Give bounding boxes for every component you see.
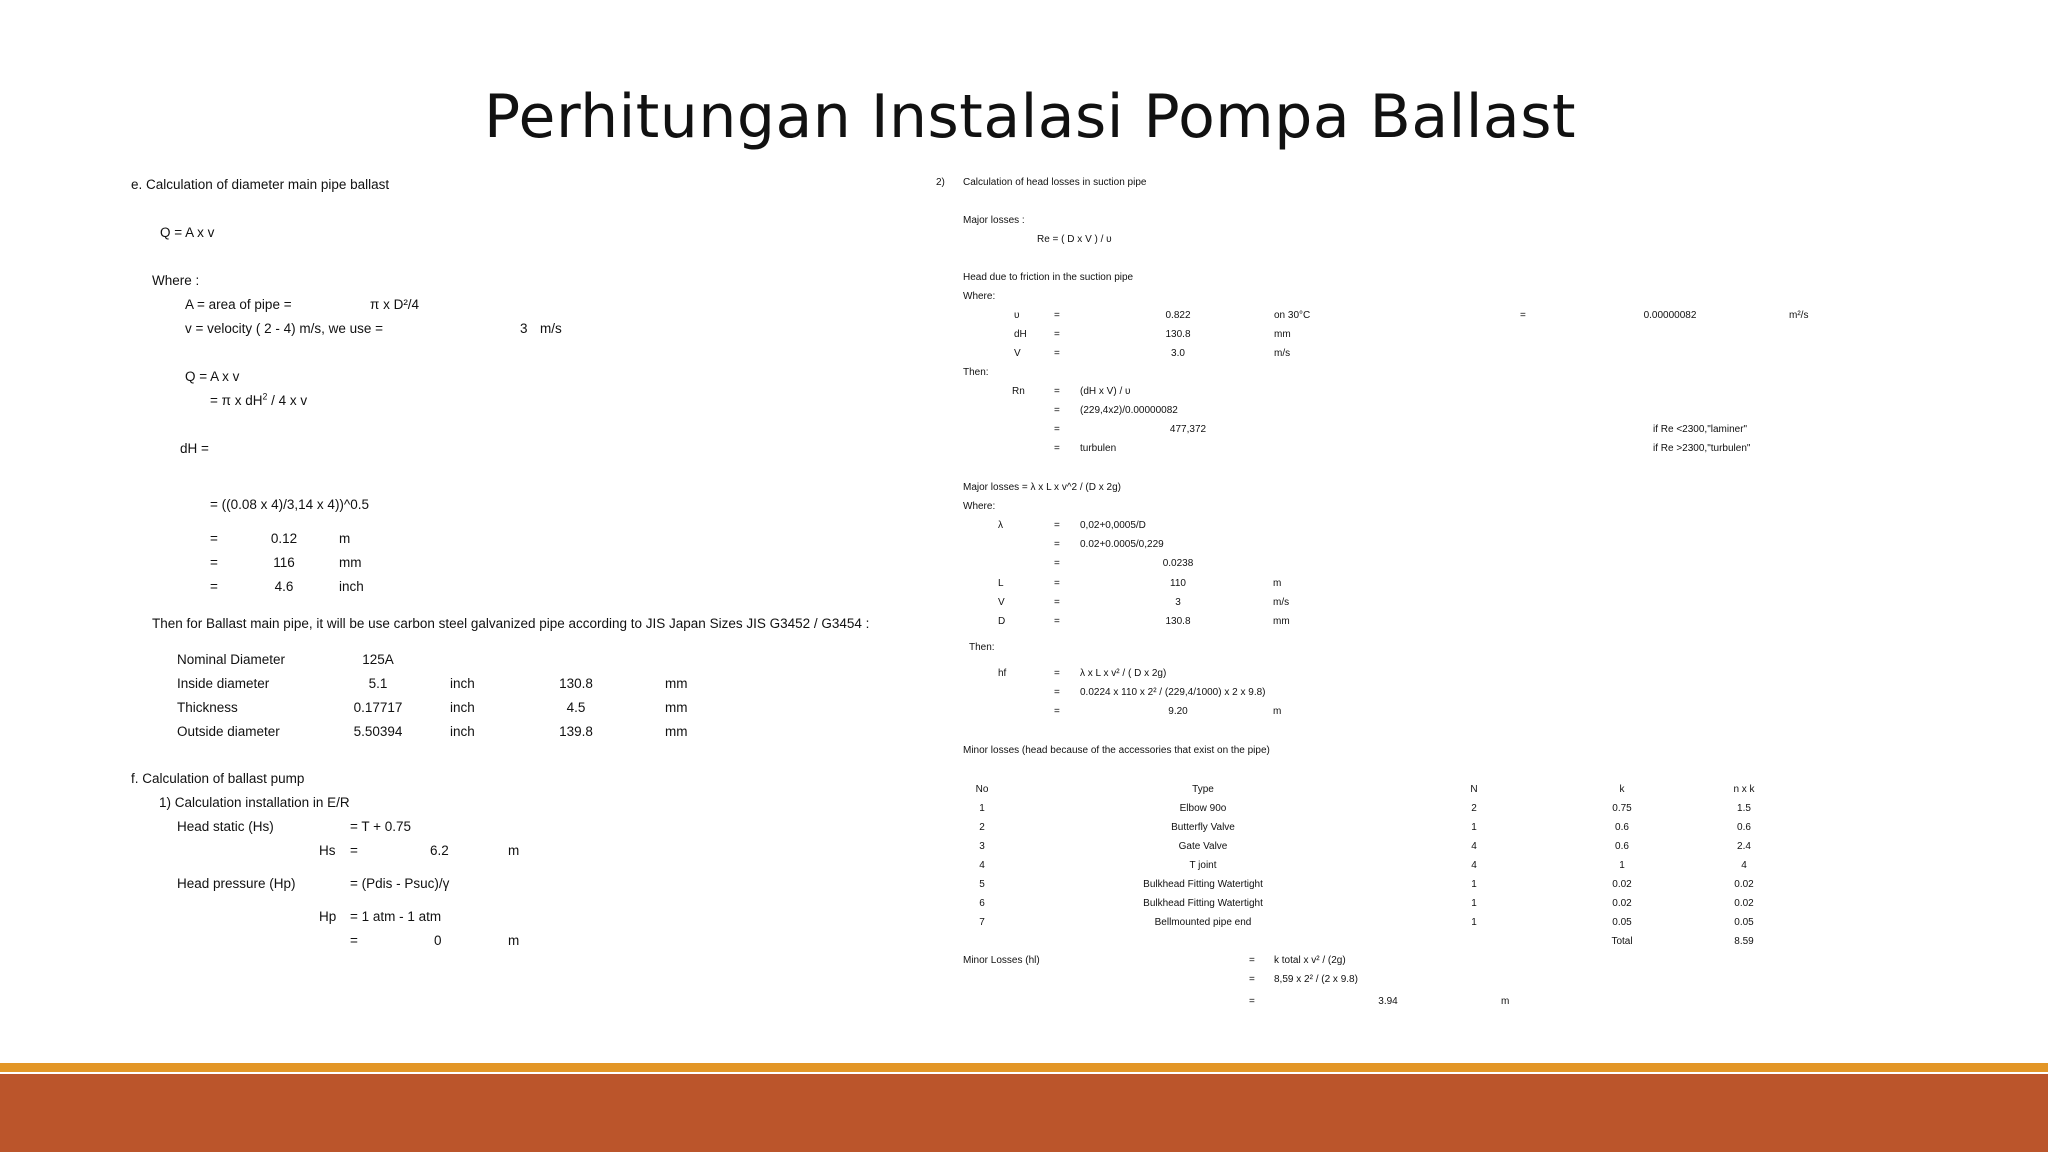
- result-unit: mm: [339, 555, 362, 570]
- table-cell: 0.02: [1612, 879, 1632, 890]
- variable-unit: m: [1273, 578, 1282, 589]
- pipe-row-unit-inch: inch: [450, 700, 475, 715]
- variable-unit-2: m²/s: [1789, 310, 1809, 321]
- lambda-text: 0,02+0,0005/D: [1080, 520, 1146, 531]
- variable-value: 130.8: [1165, 329, 1191, 340]
- table-cell: Bulkhead Fitting Watertight: [1143, 898, 1263, 909]
- slide-title: Perhitungan Instalasi Pompa Ballast: [484, 82, 1576, 152]
- variable-equals: =: [1054, 578, 1060, 589]
- variable-unit: m/s: [1273, 597, 1290, 608]
- variable-value: 110: [1170, 578, 1186, 589]
- lambda-equals: =: [1054, 558, 1060, 569]
- pipe-row-unit-inch: inch: [450, 676, 475, 691]
- pipe-row-unit-inch: inch: [450, 724, 475, 739]
- head-pressure-label: Head pressure (Hp): [177, 876, 296, 891]
- table-total-value: 8.59: [1734, 936, 1754, 947]
- dh-label: dH =: [180, 441, 209, 456]
- hl-eq-3: =: [1249, 996, 1255, 1007]
- table-cell: 2.4: [1737, 841, 1751, 852]
- table-cell: 4: [1741, 860, 1747, 871]
- pipe-row-value-inch: 5.1: [368, 676, 388, 691]
- rn-note: if Re <2300,"laminer": [1653, 424, 1748, 435]
- minor-losses-hl-label: Minor Losses (hl): [963, 955, 1040, 966]
- hl-eq-1: =: [1249, 955, 1255, 966]
- pipe-row-label: Thickness: [177, 700, 238, 715]
- rn-equals: =: [1054, 424, 1060, 435]
- table-cell: 7: [979, 917, 985, 928]
- variable-value: 130.8: [1165, 616, 1191, 627]
- table-cell: 2: [1471, 803, 1477, 814]
- f1-heading: 1) Calculation installation in E/R: [159, 795, 350, 810]
- rn-text: (229,4x2)/0.00000082: [1080, 405, 1178, 416]
- hl-value: 3.94: [1378, 996, 1398, 1007]
- variable-value: 0.822: [1165, 310, 1191, 321]
- variable-unit: mm: [1273, 616, 1290, 627]
- result-value: 0.12: [270, 531, 298, 546]
- table-cell: Butterfly Valve: [1171, 822, 1235, 833]
- pipe-row-unit-mm: mm: [665, 700, 688, 715]
- hf-eq-1: =: [1054, 668, 1060, 679]
- table-cell: 3: [979, 841, 985, 852]
- area-formula: π x D²/4: [370, 297, 420, 312]
- q-equation-2: Q = A x v: [185, 369, 240, 384]
- where-label-1: Where:: [963, 291, 996, 302]
- head-static-equation: = T + 0.75: [350, 819, 412, 834]
- rn-equals: =: [1054, 386, 1060, 397]
- result-unit: inch: [339, 579, 364, 594]
- q-equation-3: = π x $dH^2 / 4$ x v: [210, 391, 308, 408]
- hf-unit: m: [1273, 706, 1282, 717]
- result-value: 116: [273, 555, 295, 570]
- hp-equation-2: = 1 atm - 1 atm: [350, 909, 442, 924]
- rn-value: 477,372: [1169, 424, 1207, 435]
- hf-eq-3: =: [1054, 706, 1060, 717]
- where-label-2: Where:: [963, 501, 996, 512]
- table-cell: T joint: [1189, 860, 1217, 871]
- pipe-row-label: Inside diameter: [177, 676, 270, 691]
- variable-value: 3: [1175, 597, 1181, 608]
- table-cell: 4: [1471, 841, 1477, 852]
- table-cell: 6: [979, 898, 985, 909]
- then-label-1: Then:: [963, 367, 989, 378]
- hs-symbol: Hs: [319, 843, 336, 858]
- table-cell: 0.6: [1615, 822, 1629, 833]
- minor-losses-title: Minor losses (head because of the accessories that exist on the pipe): [963, 745, 1270, 756]
- where-label: Where :: [152, 273, 200, 288]
- pipe-row-value-mm: 139.8: [559, 724, 593, 739]
- table-cell: 0.02: [1734, 879, 1754, 890]
- pipe-row-unit-mm: mm: [665, 676, 688, 691]
- hf-line-1: λ x L x v² / ( D x 2g): [1080, 668, 1167, 679]
- lambda-symbol: λ: [998, 520, 1003, 531]
- table-cell: Bellmounted pipe end: [1154, 917, 1252, 928]
- hs-unit: m: [508, 843, 520, 858]
- pipe-row-unit-mm: mm: [665, 724, 688, 739]
- table-cell: 0.05: [1612, 917, 1632, 928]
- hf-value: 9.20: [1168, 706, 1188, 717]
- velocity-unit: m/s: [540, 321, 562, 336]
- dh-formula: = ((0.08 x 4)/3,14 x 4))^0.5: [210, 497, 370, 512]
- table-cell: 5: [979, 879, 985, 890]
- lambda-value: 0.0238: [1162, 558, 1194, 569]
- table-header-cell: Type: [1192, 784, 1214, 795]
- table-cell: 1: [1619, 860, 1625, 871]
- hp-equals: =: [350, 933, 358, 948]
- table-header-cell: n x k: [1733, 784, 1755, 795]
- table-cell: 0.05: [1734, 917, 1754, 928]
- footer-accent-bar: [0, 1063, 2048, 1072]
- table-cell: 2: [979, 822, 985, 833]
- table-cell: 1: [1471, 917, 1477, 928]
- section-e-heading: e. Calculation of diameter main pipe ballast: [131, 177, 390, 192]
- table-cell: Bulkhead Fitting Watertight: [1143, 879, 1263, 890]
- pipe-row-value-inch: 125A: [362, 652, 394, 667]
- hp-value: 0: [434, 933, 442, 948]
- area-definition: A = area of pipe =: [185, 297, 292, 312]
- hp-symbol: Hp: [319, 909, 337, 924]
- table-cell: 0.75: [1612, 803, 1632, 814]
- major-losses-formula: Major losses = λ x L x v^2 / (D x 2g): [963, 482, 1121, 493]
- rn-equals: =: [1054, 443, 1060, 454]
- hf-line-2: 0.0224 x 110 x 2² / (229,4/1000) x 2 x 9.8): [1080, 687, 1266, 698]
- table-header-cell: No: [975, 784, 989, 795]
- q-equation: Q = A x v: [160, 225, 215, 240]
- variable-equals: =: [1054, 616, 1060, 627]
- table-cell: 1: [979, 803, 985, 814]
- hf-symbol: hf: [998, 668, 1007, 679]
- velocity-definition: v = velocity ( 2 - 4) m/s, we use =: [185, 321, 384, 336]
- result-unit: m: [339, 531, 351, 546]
- head-static-label: Head static (Hs): [177, 819, 274, 834]
- rn-text: turbulen: [1080, 443, 1117, 454]
- pipe-row-label: Outside diameter: [177, 724, 280, 739]
- pipe-row-value-inch: 5.50394: [353, 724, 403, 739]
- head-pressure-equation: = (Pdis - Psuc)/γ: [350, 876, 450, 891]
- table-cell: 1: [1471, 879, 1477, 890]
- lambda-equals: =: [1054, 539, 1060, 550]
- velocity-value: 3: [520, 321, 528, 336]
- hl-line-1: k total x v² / (2g): [1274, 955, 1346, 966]
- table-cell: 1.5: [1737, 803, 1751, 814]
- table-cell: 0.02: [1734, 898, 1754, 909]
- result-equals: =: [210, 555, 218, 570]
- hl-eq-2: =: [1249, 974, 1255, 985]
- table-cell: 0.6: [1615, 841, 1629, 852]
- reynolds-formula: Re = ( D x V ) / υ: [1037, 234, 1112, 245]
- table-cell: 1: [1471, 898, 1477, 909]
- variable-symbol: υ: [1014, 310, 1020, 321]
- then-label-2: Then:: [969, 642, 995, 653]
- hp-unit: m: [508, 933, 520, 948]
- table-cell: 0.02: [1612, 898, 1632, 909]
- table-cell: 4: [1471, 860, 1477, 871]
- variable-equals: =: [1054, 310, 1060, 321]
- lambda-text: 0.02+0.0005/0,229: [1080, 539, 1164, 550]
- table-cell: Gate Valve: [1178, 841, 1228, 852]
- variable-unit: on 30°C: [1274, 310, 1311, 321]
- variable-symbol: D: [998, 616, 1006, 627]
- table-cell: 1: [1471, 822, 1477, 833]
- rn-note: if Re >2300,"turbulen": [1653, 443, 1751, 454]
- table-cell: 0.6: [1737, 822, 1751, 833]
- table-total-label: Total: [1611, 936, 1633, 947]
- section-f-heading: f. Calculation of ballast pump: [131, 771, 305, 786]
- variable-equals: =: [1054, 329, 1060, 340]
- hl-line-2: 8,59 x 2² / (2 x 9.8): [1274, 974, 1358, 985]
- rn-symbol: Rn: [1012, 386, 1025, 397]
- then-pipe-text: Then for Ballast main pipe, it will be use carbon steel galvanized pipe according to JIS Japan Sizes JIS G3452 / G3454 :: [152, 616, 870, 631]
- rn-text: (dH x V) / υ: [1080, 386, 1131, 397]
- pipe-row-value-inch: 0.17717: [353, 700, 403, 715]
- result-value: 4.6: [274, 579, 294, 594]
- variable-equals-2: =: [1520, 310, 1526, 321]
- hs-value: 6.2: [430, 843, 449, 858]
- variable-symbol: L: [998, 578, 1004, 589]
- pipe-row-label: Nominal Diameter: [177, 652, 286, 667]
- hf-eq-2: =: [1054, 687, 1060, 698]
- table-cell: 4: [979, 860, 985, 871]
- variable-unit: mm: [1274, 329, 1291, 340]
- variable-value-2: 0.00000082: [1643, 310, 1697, 321]
- section-2-number: 2): [936, 177, 945, 188]
- pipe-row-value-mm: 4.5: [566, 700, 586, 715]
- lambda-equals: =: [1054, 520, 1060, 531]
- section-2-heading: Calculation of head losses in suction pipe: [963, 177, 1147, 188]
- pipe-row-value-mm: 130.8: [559, 676, 593, 691]
- table-header-cell: N: [1470, 784, 1478, 795]
- variable-equals: =: [1054, 597, 1060, 608]
- result-equals: =: [210, 579, 218, 594]
- rn-equals: =: [1054, 405, 1060, 416]
- variable-symbol: V: [1014, 348, 1021, 359]
- variable-symbol: dH: [1014, 329, 1027, 340]
- footer-bar: [0, 1074, 2048, 1152]
- hl-unit: m: [1501, 996, 1510, 1007]
- head-friction-label: Head due to friction in the suction pipe: [963, 272, 1134, 283]
- variable-unit: m/s: [1274, 348, 1291, 359]
- major-losses-label: Major losses :: [963, 215, 1025, 226]
- table-cell: Elbow 90o: [1179, 803, 1227, 814]
- hs-equals: =: [350, 843, 358, 858]
- table-header-cell: k: [1619, 784, 1625, 795]
- result-equals: =: [210, 531, 218, 546]
- variable-equals: =: [1054, 348, 1060, 359]
- variable-symbol: V: [998, 597, 1005, 608]
- variable-value: 3.0: [1171, 348, 1185, 359]
